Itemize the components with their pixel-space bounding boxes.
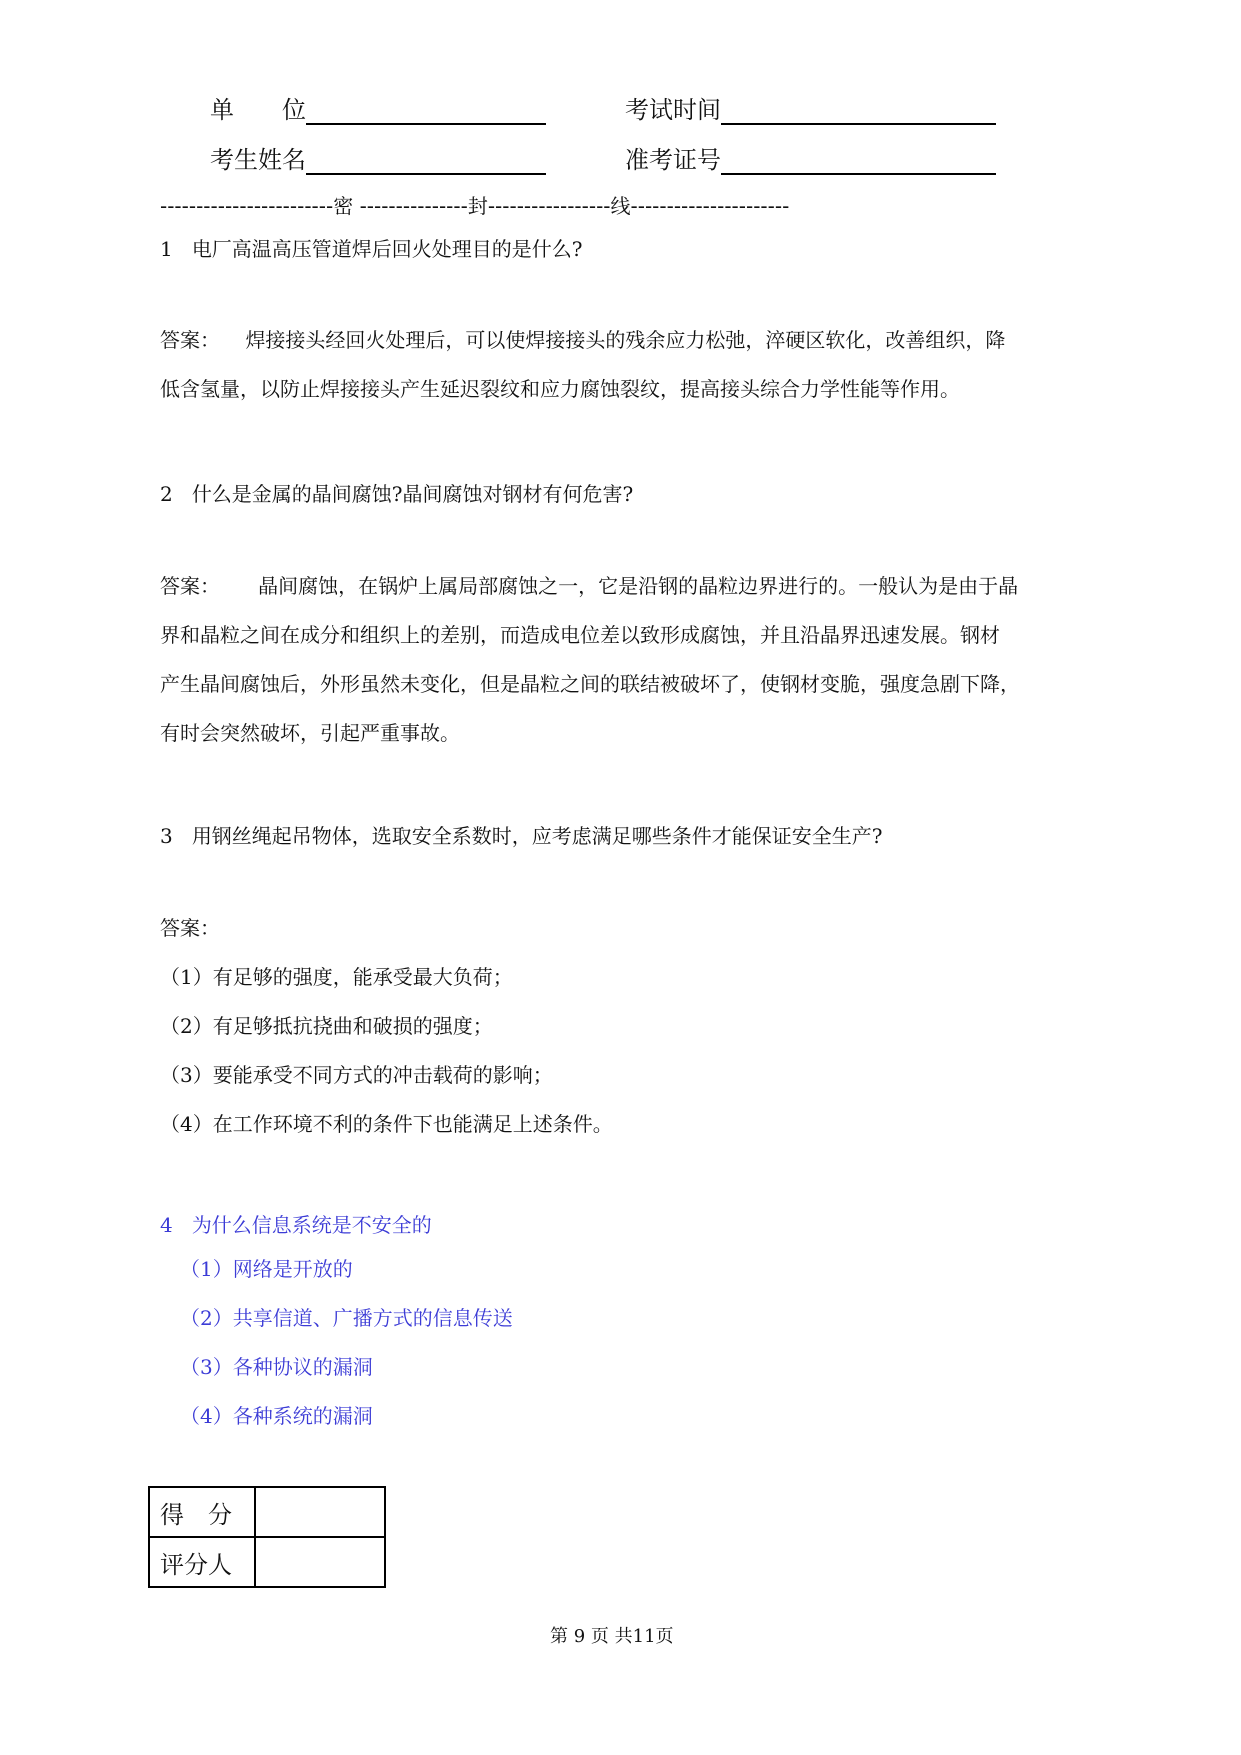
- name-label: 考生姓名: [210, 146, 306, 174]
- answer-item: （4）各种系统的漏洞: [180, 1404, 373, 1428]
- unit-field: [210, 90, 546, 125]
- answer-label: 答案：: [160, 574, 220, 598]
- score-label: 得 分: [149, 1487, 255, 1537]
- ticket-field: [625, 140, 996, 175]
- exam-time-blank-line[interactable]: [721, 97, 996, 125]
- seal-dashes-2: ---------------: [359, 194, 468, 218]
- answer-line: 焊接接头经回火处理后，可以使焊接接头的残余应力松弛，淬硬区软化，改善组织，降: [245, 328, 1006, 352]
- page-number: 第 9 页 共11页: [550, 1626, 674, 1647]
- seal-char-mi: 密: [333, 194, 354, 218]
- question-text: 用钢丝绳起吊物体，选取安全系数时，应考虑满足哪些条件才能保证安全生产?: [191, 824, 883, 848]
- answer-1: [160, 316, 1005, 414]
- unit-blank-line[interactable]: [306, 97, 546, 125]
- question-3: [160, 820, 883, 849]
- answer-line: 晶间腐蚀，在锅炉上属局部腐蚀之一，它是沿钢的晶粒边界进行的。一般认为是由于晶: [258, 574, 1019, 598]
- answer-line: 界和晶粒之间在成分和组织上的差别，而造成电位差以致形成腐蚀，并且沿晶界迅速发展。钢材: [160, 623, 1000, 647]
- answer-item: （3）要能承受不同方式的冲击载荷的影响；: [160, 1063, 553, 1087]
- question-1: [160, 233, 583, 262]
- seal-dashes-1: ------------------------: [160, 194, 334, 218]
- answer-item: （2）有足够抵抗挠曲和破损的强度；: [160, 1014, 493, 1038]
- seal-dashes-3: -----------------: [487, 194, 611, 218]
- ticket-blank-line[interactable]: [721, 147, 996, 175]
- grader-row: [149, 1537, 385, 1587]
- answer-item: （2）共享信道、广播方式的信息传送: [180, 1306, 513, 1330]
- answer-line: 有时会突然破坏，引起严重事故。: [160, 721, 460, 745]
- answer-2: [160, 562, 1020, 758]
- seal-char-xian: 线: [610, 194, 631, 218]
- question-number: 1: [160, 237, 173, 261]
- question-2: [160, 478, 633, 507]
- question-number: 4: [160, 1213, 173, 1237]
- seal-line: [160, 190, 789, 219]
- seal-char-feng: 封: [467, 194, 488, 218]
- question-4: [160, 1209, 432, 1238]
- grader-label: 评分人: [149, 1537, 255, 1587]
- score-cell[interactable]: [255, 1487, 385, 1537]
- exam-time-label: 考试时间: [625, 96, 721, 124]
- question-text: 为什么信息系统是不安全的: [191, 1213, 432, 1237]
- exam-time-field: [625, 90, 996, 125]
- unit-label: 单 位: [210, 96, 306, 124]
- answer-item: （3）各种协议的漏洞: [180, 1355, 373, 1379]
- seal-dashes-4: ----------------------: [630, 194, 790, 218]
- answer-item: （1）有足够的强度，能承受最大负荷；: [160, 965, 513, 989]
- question-number: 3: [160, 824, 173, 848]
- name-blank-line[interactable]: [306, 147, 546, 175]
- answer-4: [180, 1245, 513, 1441]
- answer-item: （1）网络是开放的: [180, 1257, 353, 1281]
- answer-item: （4）在工作环境不利的条件下也能满足上述条件。: [160, 1112, 613, 1136]
- score-row: [149, 1487, 385, 1537]
- question-text: 电厂高温高压管道焊后回火处理目的是什么?: [191, 237, 583, 261]
- answer-line: 低含氢量，以防止焊接接头产生延迟裂纹和应力腐蚀裂纹，提高接头综合力学性能等作用。: [160, 377, 960, 401]
- answer-label: 答案：: [160, 328, 220, 352]
- answer-label: 答案：: [160, 916, 220, 940]
- ticket-label: 准考证号: [625, 146, 721, 174]
- answer-line: 产生晶间腐蚀后，外形虽然未变化，但是晶粒之间的联结被破坏了，使钢材变脆，强度急剧下降，: [160, 672, 1020, 696]
- question-number: 2: [160, 482, 173, 506]
- grader-cell[interactable]: [255, 1537, 385, 1587]
- name-field: [210, 140, 546, 175]
- question-text: 什么是金属的晶间腐蚀?晶间腐蚀对钢材有何危害?: [191, 482, 634, 506]
- score-table: [148, 1486, 386, 1588]
- answer-3: [160, 904, 613, 1149]
